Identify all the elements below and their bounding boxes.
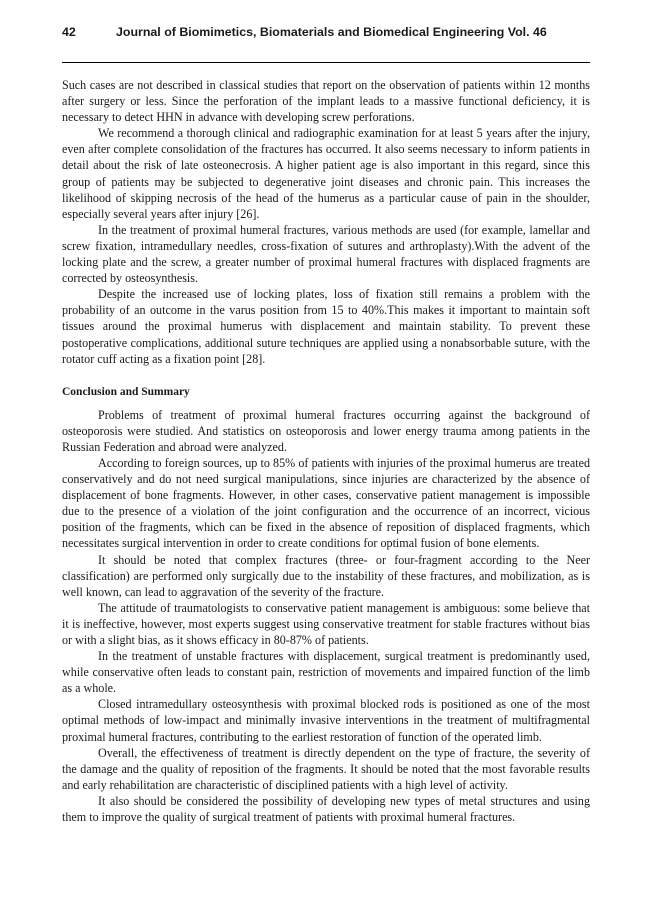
running-header bbox=[62, 22, 590, 42]
paragraph: Such cases are not described in classical studies that report on the observation of patients within 12 months after surgery or less. Since the perforation of the implant leads to a massive functional deficiency, it is necessary to detect HHN in advance with developing screw perforations. bbox=[62, 78, 590, 125]
article-body bbox=[62, 77, 590, 825]
paragraph: We recommend a thorough clinical and radiographic examination for at least 5 years after the injury, even after complete consolidation of the fractures has occurred. It also seems necessary to inform patients in detail about the risk of late osteonecrosis. A higher patient age is also important in this regard, since this group of patients may be subjected to degenerative joint diseases and chronic pain. This increases the likelihood of skipping necrosis of the head of the humerus as a particular cause of pain in the shoulder, especially several years after injury [26]. bbox=[62, 126, 590, 221]
paragraph: It should be noted that complex fractures (three- or four-fragment according to the Neer classification) are performed only surgically due to the instability of these fractures, and mobilization, as is well known, can lead to aggravation of the severity of the fracture. bbox=[62, 552, 590, 599]
page-number: 42 bbox=[62, 25, 76, 39]
section-heading: Conclusion and Summary bbox=[62, 385, 190, 398]
paragraph: Despite the increased use of locking plates, loss of fixation still remains a problem with the probability of an outcome in the varus position from 15 to 40%.This makes it important to maintain soft tissues around the proximal humerus with displacement and maintain stability. To prevent these postoperative complications, additional suture techniques are applied using a nonabsorbable suture, with the rotator cuff acting as a fixation point [28]. bbox=[62, 287, 590, 366]
paragraph: In the treatment of unstable fractures with displacement, surgical treatment is predominantly used, while conservative often leads to constant pain, restriction of movements and impaired function of the limb as a whole. bbox=[62, 649, 590, 696]
section-spacer bbox=[62, 367, 590, 384]
paragraph: Overall, the effectiveness of treatment is directly dependent on the type of fracture, the severity of the damage and the quality of reposition of the fragments. It should be noted that the most favorable results and early rehabilitation are characteristic of disciplined patients with a high level of activity. bbox=[62, 745, 590, 792]
paragraph: It also should be considered the possibility of developing new types of metal structures and using them to improve the quality of surgical treatment of patients with proximal humeral fractures. bbox=[62, 793, 590, 825]
paragraph: The attitude of traumatologists to conservative patient management is ambiguous: some believe that it is ineffective, however, most experts suggest using conservative treatment for stable fractures without bias or with a slight bias, as it shows efficacy in 80-87% of patients. bbox=[62, 600, 590, 647]
journal-title: Journal of Biomimetics, Biomaterials and Biomedical Engineering Vol. 46 bbox=[116, 25, 547, 39]
paragraph: Problems of treatment of proximal humeral fractures occurring against the background of osteoporosis were studied. And statistics on osteoporosis and lower energy trauma among patients in the Russian Federation and abroad were analyzed. bbox=[62, 407, 590, 454]
heading-spacer bbox=[62, 400, 590, 407]
paragraph: Closed intramedullary osteosynthesis with proximal blocked rods is positioned as one of the most optimal methods of low-impact and minimally invasive interventions in the treatment of multifragmental proximal humeral fractures, contributing to the earliest restoration of function of the operated limb. bbox=[62, 697, 590, 744]
paragraph: In the treatment of proximal humeral fractures, various methods are used (for example, lamellar and screw fixation, intramedullary needles, cross-fixation of sutures and arthroplasty).With the advent of the locking plate and the screw, a greater number of proximal humeral fractures with displaced fragments are corrected by osteosynthesis. bbox=[62, 222, 590, 286]
header-rule bbox=[62, 62, 590, 63]
paragraph: According to foreign sources, up to 85% of patients with injuries of the proximal humerus are treated conservatively and do not need surgical manipulations, since injuries are characterized by the absence of displacement of bone fragments. However, in other cases, conservative patient management is impossible due to the presence of a violation of the joint configuration and the occurrence of an incorrect, vicious position of the fragments, which can be fixed in the absence of reposition of displaced fragments, which necessitates surgical intervention in order to create conditions for optimal fusion of bone elements. bbox=[62, 455, 590, 551]
